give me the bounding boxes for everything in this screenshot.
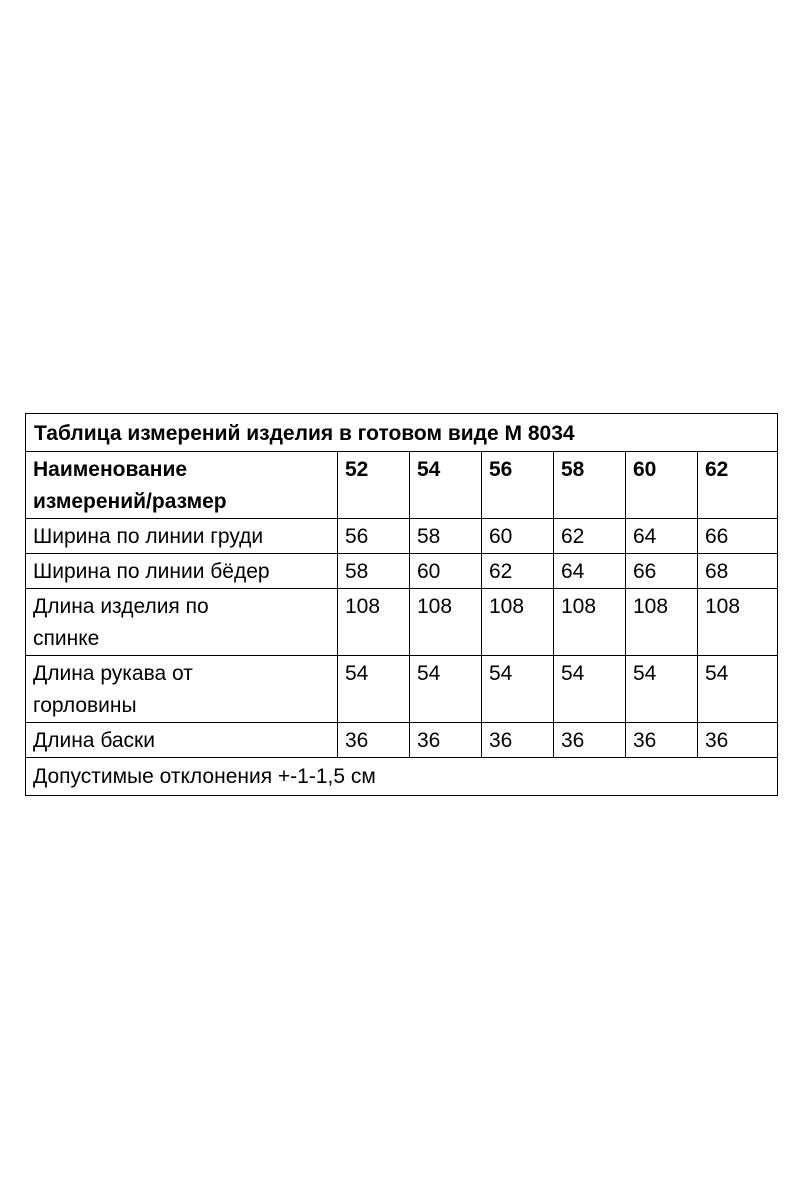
header-size-62: 62 xyxy=(698,452,778,519)
table-cell: 108 xyxy=(482,589,554,656)
row-label: Ширина по линии груди xyxy=(26,519,338,554)
table-row-hip-width xyxy=(26,554,778,589)
table-cell: 54 xyxy=(554,656,626,723)
table-row-back-length xyxy=(26,589,778,656)
table-cell: 108 xyxy=(338,589,410,656)
header-size-58: 58 xyxy=(554,452,626,519)
header-size-52: 52 xyxy=(338,452,410,519)
table-title: Таблица измерений изделия в готовом виде М 8034 xyxy=(26,414,778,452)
table-cell: 108 xyxy=(626,589,698,656)
table-cell: 36 xyxy=(338,723,410,758)
table-cell: 54 xyxy=(338,656,410,723)
table-cell: 54 xyxy=(410,656,482,723)
header-size-60: 60 xyxy=(626,452,698,519)
table-row-sleeve-length xyxy=(26,656,778,723)
table-cell: 64 xyxy=(626,519,698,554)
table-cell: 36 xyxy=(554,723,626,758)
row-label: Длина баски xyxy=(26,723,338,758)
table-cell: 108 xyxy=(698,589,778,656)
table-header-row xyxy=(26,452,778,519)
table-cell: 54 xyxy=(482,656,554,723)
table-cell: 60 xyxy=(410,554,482,589)
table-cell: 36 xyxy=(698,723,778,758)
table-cell: 58 xyxy=(338,554,410,589)
table-cell: 58 xyxy=(410,519,482,554)
row-label: Длина рукава от горловины xyxy=(26,656,338,723)
table-cell: 108 xyxy=(410,589,482,656)
table-cell: 54 xyxy=(626,656,698,723)
header-name-label: Наименование измерений/размер xyxy=(26,452,338,519)
row-label: Ширина по линии бёдер xyxy=(26,554,338,589)
table-cell: 66 xyxy=(626,554,698,589)
table-row-peplum-length xyxy=(26,723,778,758)
table-cell: 66 xyxy=(698,519,778,554)
table-cell: 62 xyxy=(554,519,626,554)
table-cell: 36 xyxy=(626,723,698,758)
table-footer-row xyxy=(26,758,778,796)
table-cell: 60 xyxy=(482,519,554,554)
table-cell: 68 xyxy=(698,554,778,589)
row-label: Длина изделия по спинке xyxy=(26,589,338,656)
header-size-56: 56 xyxy=(482,452,554,519)
table-cell: 108 xyxy=(554,589,626,656)
table-cell: 36 xyxy=(482,723,554,758)
measurements-table xyxy=(25,413,778,796)
tolerance-note: Допустимые отклонения +-1-1,5 см xyxy=(26,758,778,796)
table-cell: 54 xyxy=(698,656,778,723)
table-cell: 62 xyxy=(482,554,554,589)
table-cell: 56 xyxy=(338,519,410,554)
table-cell: 36 xyxy=(410,723,482,758)
table-cell: 64 xyxy=(554,554,626,589)
table-row-chest-width xyxy=(26,519,778,554)
header-size-54: 54 xyxy=(410,452,482,519)
table-title-row xyxy=(26,414,778,452)
